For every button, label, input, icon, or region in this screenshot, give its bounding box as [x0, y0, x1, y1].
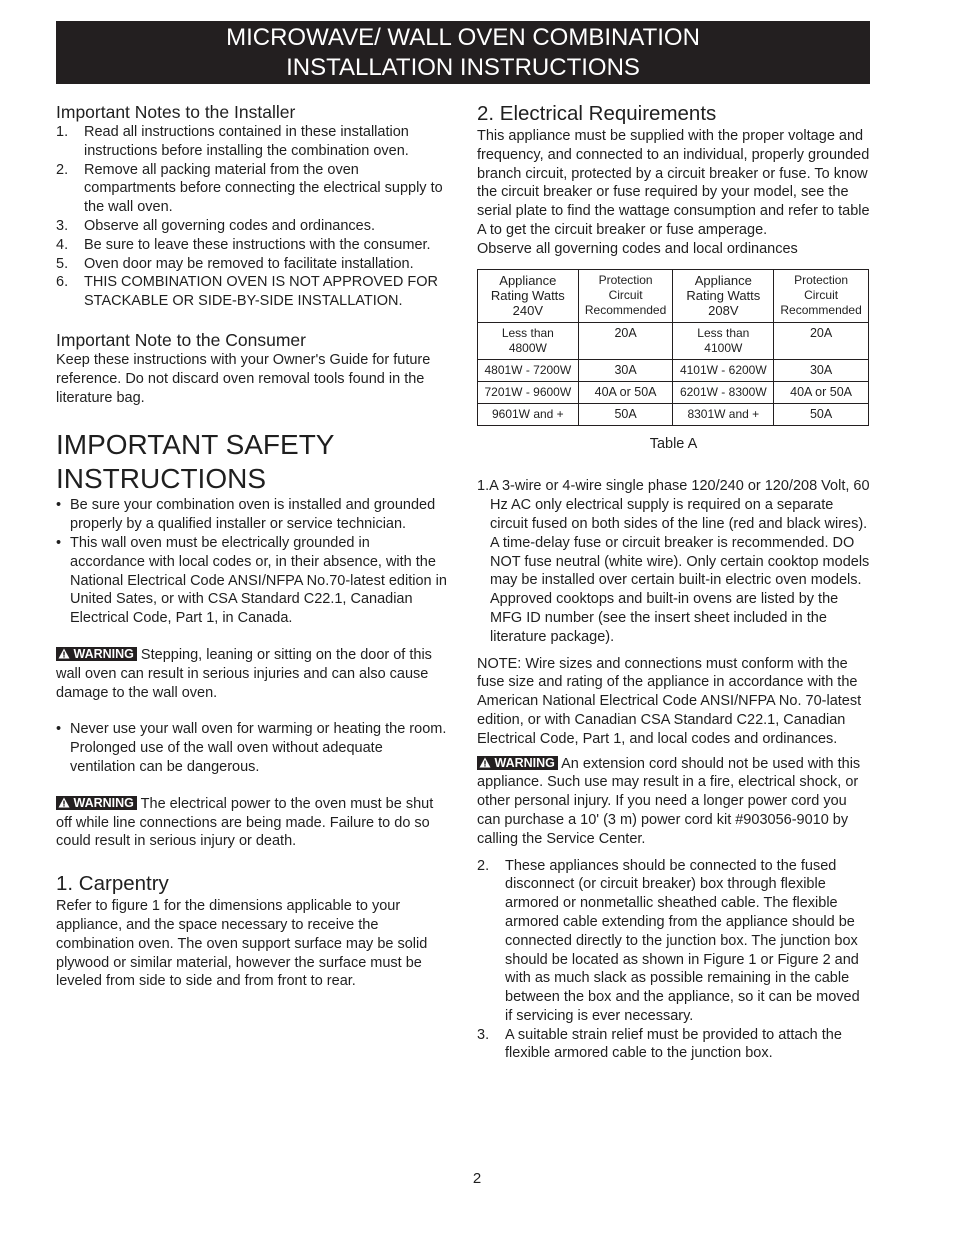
- list-item: [56, 534, 448, 628]
- table-cell: [673, 403, 774, 425]
- warning-door-text: Stepping, leaning or sitting on the door of this wall oven can result in serious injuries and can also cause damage to the wall oven.: [56, 646, 432, 701]
- warning-badge: [56, 647, 137, 661]
- safety-heading: [56, 428, 448, 496]
- header-cell-line: Appliance: [499, 272, 557, 288]
- list-item-number: 2.: [56, 161, 69, 178]
- header-cell-line: 240V: [512, 302, 544, 318]
- table-cell: [478, 403, 579, 425]
- electrical-intro: This appliance must be supplied with the proper voltage and frequency, and connected to an individual, properly grounded branch circuit, protected by a circuit breaker or fuse. To know the circuit breaker or fuse required by your model, see the serial plate to find the wattage consumption and refer to table A to get the circuit breaker or fuse amperage.: [477, 128, 870, 238]
- list-item: [56, 123, 448, 161]
- table-cell: [578, 322, 673, 359]
- table-cell-line: 4100W: [704, 340, 743, 355]
- warning-triangle-icon: [479, 757, 491, 768]
- table-cell-line: 20A: [614, 325, 637, 340]
- table-cell-line: 50A: [809, 406, 833, 421]
- list-item-text: A suitable strain relief must be provided to attach the flexible armored cable to the junction box.: [505, 1026, 842, 1062]
- table-cell: [774, 359, 869, 381]
- table-cell-line: Less than: [501, 325, 554, 340]
- list-item: [56, 255, 448, 274]
- list-item-text: Remove all packing material from the oven compartments before connecting the electrical supply to the wall oven.: [84, 161, 443, 216]
- installer-notes-list: [56, 123, 448, 311]
- header-cell-line: Rating Watts: [686, 287, 761, 303]
- warning-label: WARNING: [73, 646, 134, 661]
- table-caption: Table A: [649, 435, 698, 452]
- list-item-number: 4.: [56, 236, 69, 253]
- table-cell-line: 50A: [614, 406, 637, 421]
- electrical-item-1: 1.A 3-wire or 4-wire single phase 120/240 or 120/208 Volt, 60 Hz AC only electrical supply is required on a separate circuit fused on both sides of the line (red and black wires). A time-delay fuse or circuit breaker is recommended. DO NOT fuse neutral (white wire). Only certain cooktop models may be installed over certain built-in electric oven models. Approved cooktops and built-in ovens are listed by the MFG ID number (see the insert sheet included in the literature package).: [477, 478, 870, 645]
- table-header-row: [478, 269, 869, 322]
- left-column: [56, 101, 448, 991]
- carpentry-text: Refer to figure 1 for the dimensions applicable to your appliance, and the space necessary to receive the combination oven. The oven support surface may be solid plywood or similar material, however the surface must be leveled from side to side and from front to rear.: [56, 898, 428, 990]
- warning-extension-paragraph: [477, 755, 870, 849]
- carpentry-heading: 1. Carpentry: [56, 872, 169, 896]
- list-item-text: Be sure to leave these instructions with the consumer.: [84, 236, 431, 253]
- electrical-heading: 2. Electrical Requirements: [477, 102, 717, 125]
- list-item: [56, 217, 448, 236]
- table-cell: [673, 322, 774, 359]
- list-item: [56, 496, 448, 534]
- table-cell: [774, 403, 869, 425]
- safety-heading-line2: INSTRUCTIONS: [56, 463, 266, 495]
- table-header-cell: [673, 269, 774, 322]
- header-cell-line: Recommended: [780, 302, 862, 317]
- list-item-text: Oven door may be removed to facilitate installation.: [84, 255, 414, 272]
- installer-notes-heading: Important Notes to the Installer: [56, 102, 296, 122]
- table-cell-line: 6201W - 8300W: [679, 384, 767, 399]
- warning-door-paragraph: [56, 646, 448, 702]
- warning-extension-text: An extension cord should not be used with this appliance. Such use may result in a fire, electrical shock, or other personal injury. If you need a longer power cord you can purchase a 10' (3 m) power cord kit #903056-9010 by calling the Service Center.: [477, 755, 861, 847]
- safety-bullet-text: Be sure your combination oven is installed and grounded properly by a qualified installer or service technician.: [70, 497, 436, 533]
- table-cell: [478, 359, 579, 381]
- warning-power-paragraph: [56, 795, 448, 851]
- consumer-note-heading: Important Note to the Consumer: [56, 329, 306, 350]
- wire-size-note: NOTE: Wire sizes and connections must conform with the fuse size and rating of the appliance in accordance with the American National Electrical Code ANSI/NFPA No. 70-latest edition, or with Canadian CSA Standard C22.1, Canadian Electrical Code, Part 1, and local codes and ordinances.: [477, 655, 862, 747]
- list-item: [56, 720, 448, 776]
- page-header-banner: [56, 21, 870, 84]
- header-cell-line: 208V: [708, 302, 739, 318]
- list-item-number: 3.: [56, 217, 69, 234]
- safety-bullet-text: This wall oven must be electrically grounded in accordance with local codes or, in their absence, with the National Electrical Code ANSI/NFPA No.70-latest edition in United Sates, or with CSA Standard C22.1, Canadian Electrical Code, Part 1, in Canada.: [70, 534, 447, 627]
- table-cell-line: 8301W and +: [687, 406, 760, 421]
- table-cell-line: 9601W and +: [491, 406, 564, 421]
- table-cell-line: 4800W: [508, 340, 547, 355]
- list-item-number: 2.: [477, 857, 490, 874]
- table-cell: [578, 381, 673, 403]
- list-item-number: 1.: [56, 124, 69, 140]
- bullet-glyph: •: [56, 497, 62, 514]
- table-cell: [578, 359, 673, 381]
- header-cell-line: Circuit: [804, 287, 839, 302]
- table-cell: [578, 403, 673, 425]
- table-cell-line: 20A: [809, 325, 833, 340]
- table-row: [478, 381, 869, 403]
- table-cell: [774, 322, 869, 359]
- table-cell-line: 40A or 50A: [790, 384, 852, 399]
- heating-bullet-text: Never use your wall oven for warming or heating the room. Prolonged use of the wall oven without adequate ventilation can be dangerous.: [70, 721, 447, 775]
- table-row: [478, 322, 869, 359]
- heating-bullet-list: [56, 720, 448, 776]
- table-cell-line: 4101W - 6200W: [679, 362, 767, 377]
- page-number: 2: [472, 1170, 482, 1187]
- header-cell-line: Protection: [598, 272, 653, 287]
- table-cell: [478, 381, 579, 403]
- header-cell-line: Appliance: [694, 272, 752, 288]
- list-item: [56, 161, 448, 217]
- list-item: [477, 857, 870, 1026]
- warning-label: WARNING: [73, 795, 134, 810]
- table-row: [478, 359, 869, 381]
- list-item-number: 5.: [56, 255, 69, 272]
- warning-power-text: The electrical power to the oven must be shut off while line connections are being made. Failure to do so could result in serious injury or death.: [56, 795, 434, 850]
- warning-label: WARNING: [494, 755, 555, 770]
- header-cell-line: Protection: [794, 272, 849, 287]
- consumer-note-text: Keep these instructions with your Owner's Guide for future reference. Do not discard oven removal tools found in the literature bag.: [56, 351, 431, 406]
- table-cell-line: 40A or 50A: [594, 384, 657, 399]
- warning-triangle-icon: [58, 648, 70, 659]
- table-cell: [774, 381, 869, 403]
- list-item-text: Read all instructions contained in these installation instructions before installing the combination oven.: [84, 124, 409, 159]
- warning-badge: [477, 756, 558, 770]
- table-cell-line: 7201W - 9600W: [484, 384, 572, 399]
- list-item-text: THIS COMBINATION OVEN IS NOT APPROVED FOR STACKABLE OR SIDE-BY-SIDE INSTALLATION.: [84, 274, 438, 310]
- list-item: [56, 236, 448, 255]
- list-item-number: 3.: [477, 1026, 490, 1043]
- safety-bullet-list: [56, 496, 448, 628]
- bullet-glyph: •: [56, 721, 62, 738]
- table-cell-line: 30A: [809, 362, 833, 377]
- bullet-glyph: •: [56, 534, 62, 551]
- table-header-cell: [578, 269, 673, 322]
- list-item-text: Observe all governing codes and ordinances.: [84, 217, 375, 234]
- table-header-cell: [478, 269, 579, 322]
- list-item-number: 6.: [56, 274, 69, 291]
- table-cell: [673, 381, 774, 403]
- list-item: [56, 273, 448, 311]
- list-item-text: These appliances should be connected to the fused disconnect (or circuit breaker) box through flexible armored or nonmetallic sheathed cable. The flexible armored cable extending from the appliance should be connected directly to the junction box. The junction box should be located as shown in Figure 1 or Figure 2 and with as much slack as possible remaining in the cable between the box and the appliance, so it can be moved if servicing is ever necessary.: [505, 857, 860, 1024]
- circuit-protection-table: [477, 269, 869, 426]
- list-item: [477, 1026, 870, 1064]
- table-cell-line: 4801W - 7200W: [484, 362, 572, 377]
- table-cell-line: Less than: [697, 325, 750, 340]
- right-column: [477, 101, 870, 1063]
- table-cell-line: 30A: [614, 362, 637, 377]
- table-cell: [673, 359, 774, 381]
- warning-badge: [56, 796, 137, 810]
- table-header-cell: [774, 269, 869, 322]
- header-title-line2: INSTALLATION INSTRUCTIONS: [286, 54, 640, 81]
- header-cell-line: Circuit: [608, 287, 643, 302]
- table-row: [478, 403, 869, 425]
- warning-triangle-icon: [58, 797, 70, 808]
- header-cell-line: Rating Watts: [490, 287, 565, 303]
- header-title-line1: MICROWAVE/ WALL OVEN COMBINATION: [226, 24, 700, 51]
- electrical-observe: Observe all governing codes and local ordinances: [477, 240, 798, 257]
- table-cell: [478, 322, 579, 359]
- header-cell-line: Recommended: [584, 302, 667, 317]
- safety-heading-line1: IMPORTANT SAFETY: [56, 429, 335, 461]
- electrical-items-list: [477, 857, 870, 1064]
